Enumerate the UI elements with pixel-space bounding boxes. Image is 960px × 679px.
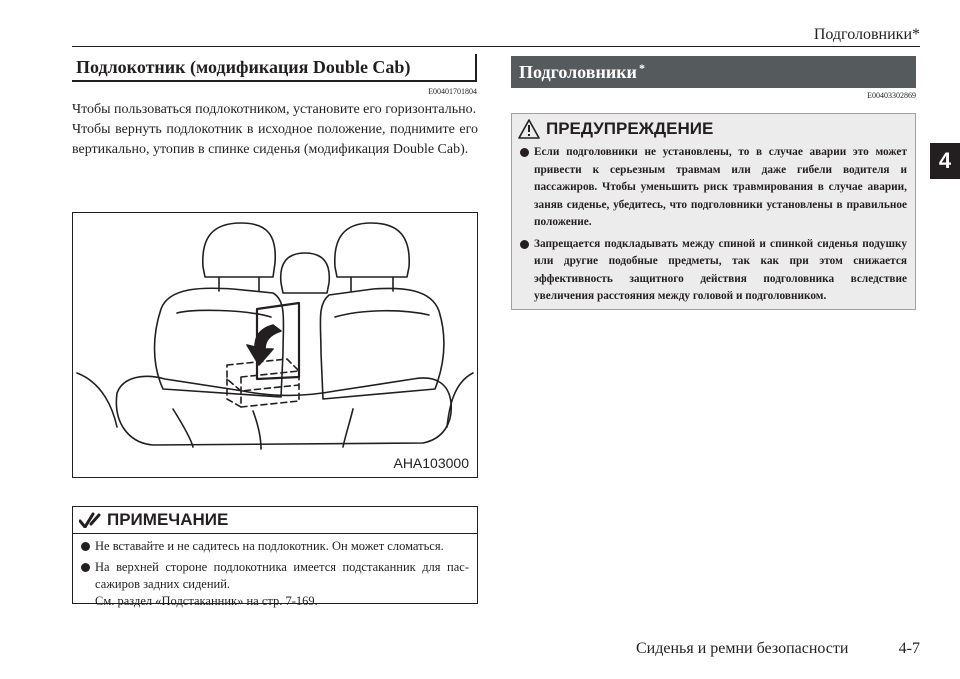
warning-list <box>512 144 915 306</box>
armrest-instructions <box>72 100 478 160</box>
section-title-text: Подголовники <box>519 61 637 82</box>
note-title: ПРИМЕЧАНИЕ <box>107 510 229 529</box>
footer-section: Сиденья и ремни безопасности <box>636 640 849 657</box>
warning-item: Если подголовники не установлены, то в случае аварии это может привести к серьезным травмам или даже гибели водителя и пассажиров. Чтобы уменьшить риск травмирования в случае аварии, заняв сиденье, убедитесь, что подголовники установлены в правильное положение. <box>520 144 907 232</box>
armrest-figure <box>72 212 478 478</box>
note-list <box>73 538 477 593</box>
asterisk-mark: * <box>638 60 645 75</box>
warning-box <box>511 113 916 310</box>
header-rule <box>72 46 920 47</box>
paragraph: Чтобы пользоваться подлокотником, установите его горизонтально. <box>72 102 477 117</box>
pencil-check-icon <box>79 512 101 528</box>
section-code: E00401701804 <box>428 87 477 96</box>
section-title-armrest: Подлокотник (модификация Double Cab) <box>72 54 477 82</box>
warning-header <box>512 114 915 144</box>
note-reference: См. раздел «Подстаканник» на стр. 7-169. <box>95 594 318 608</box>
chapter-tab: 4 <box>930 143 960 179</box>
page-footer <box>636 640 920 658</box>
warning-item: Запрещается подкладывать между спиной и спинкой сиденья подушку или другие подобные предметы, так как при этом снижается эффективность защитного действия подголовника вследствие увеличения расстояния между головой и подголовником. <box>520 236 907 306</box>
figure-code: AHA103000 <box>393 455 469 471</box>
section-code: E00403302869 <box>867 91 916 100</box>
running-header: Подголовники* <box>813 26 920 43</box>
note-item: На верхней стороне подлокотника имеется подстаканник для пассажиров задних сидений. <box>81 559 469 593</box>
paragraph: Чтобы вернуть подлокотник в исходное положение, поднимите его вертикально, утопив в спинке сиденья (модификация Double Cab). <box>72 122 478 157</box>
rear-seat-armrest-illustration <box>73 213 477 477</box>
section-title-headrests <box>511 56 916 88</box>
note-item: Не вставайте и не садитесь на подлокотник. Он может сломаться. <box>81 538 469 555</box>
bullet-icon <box>81 563 90 572</box>
page-number: 4-7 <box>898 640 920 657</box>
note-header <box>73 507 477 534</box>
warning-title: ПРЕДУПРЕЖДЕНИЕ <box>546 119 714 138</box>
warning-triangle-icon <box>518 119 540 139</box>
bullet-icon <box>520 240 529 249</box>
bullet-icon <box>81 542 90 551</box>
note-box <box>72 506 478 608</box>
bullet-icon <box>520 148 529 157</box>
